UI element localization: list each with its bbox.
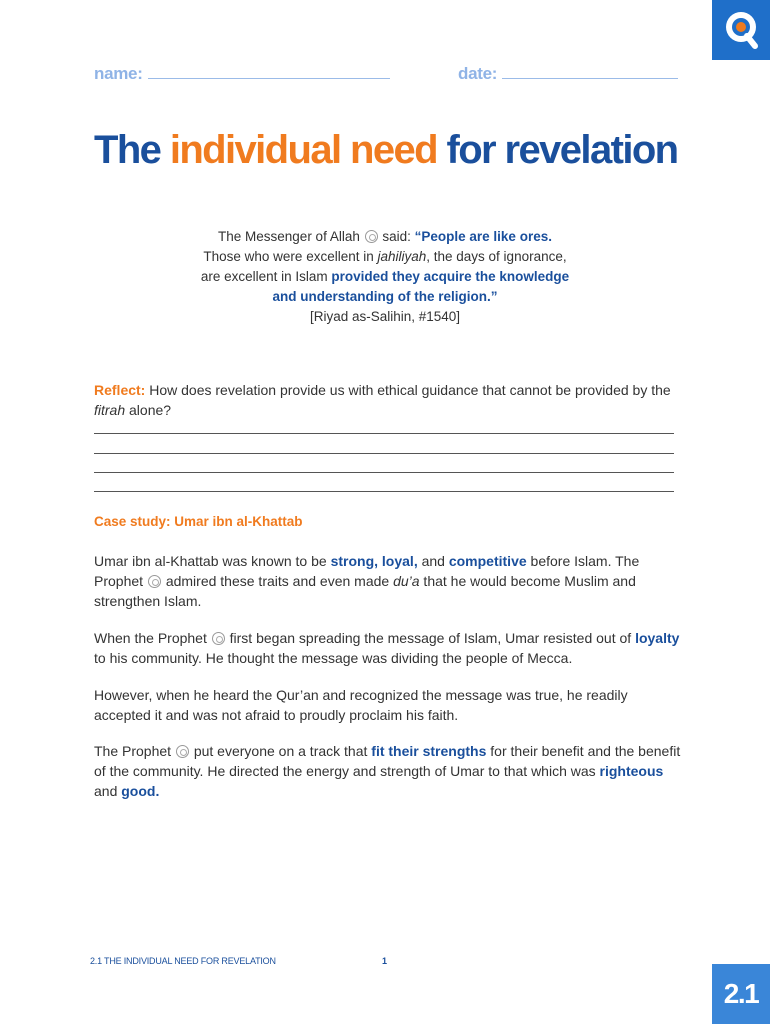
- answer-line[interactable]: [94, 472, 674, 473]
- hadith-citation: [Riyad as-Salihin, #1540]: [309, 309, 461, 324]
- date-blank[interactable]: [502, 64, 678, 79]
- q-magnifier-logo-icon: [721, 8, 761, 52]
- name-label: name:: [94, 64, 143, 83]
- page-number: 1: [382, 956, 388, 966]
- case-study-paragraph-2: When the Prophet first began spreading the message of Islam, Umar resisted out of loyalty to his community. He thought the message was dividing the people of Mecca.: [94, 630, 680, 666]
- date-field[interactable]: [458, 64, 678, 84]
- reflect-label: Reflect:: [94, 382, 146, 398]
- case-study-paragraph-3: However, when he heard the Qur’an and recognized the message was true, he readily accepted it and was not afraid to proudly proclaim his faith.: [94, 687, 628, 723]
- brand-logo: [712, 0, 770, 60]
- section-badge: 2.1: [712, 964, 770, 1024]
- salutation-calligraphy-icon: [212, 632, 225, 645]
- hadith-quote: The Messenger of Allah said: “People are like ores. Those who were excellent in jahiliyah, the days of ignorance, are excellent in Islam provided they acquire the knowledge and understanding of the religion.” [Riyad as-Salihin, #1540]: [140, 227, 630, 327]
- name-blank[interactable]: [148, 64, 390, 79]
- answer-line[interactable]: [94, 453, 674, 454]
- salutation-calligraphy-icon: [365, 230, 378, 243]
- name-field[interactable]: [94, 64, 390, 84]
- answer-line[interactable]: [94, 433, 674, 434]
- case-study-paragraph-4: The Prophet put everyone on a track that fit their strengths for their benefit and the benefit of the community. He directed the energy and strength of Umar to that which was righteous and good.: [94, 743, 681, 799]
- answer-line[interactable]: [94, 491, 674, 492]
- salutation-calligraphy-icon: [148, 575, 161, 588]
- case-study-paragraph-1: Umar ibn al-Khattab was known to be strong, loyal, and competitive before Islam. The Prophet admired these traits and even made du’a that he would become Muslim and strengthen Islam.: [94, 553, 640, 609]
- case-study-heading: Case study: Umar ibn al-Khattab: [94, 514, 303, 529]
- reflect-prompt: Reflect: How does revelation provide us with ethical guidance that cannot be provided by the fitrah alone?: [94, 382, 671, 418]
- date-label: date:: [458, 64, 498, 83]
- footer-section-label: 2.1 THE INDIVIDUAL NEED FOR REVELATION: [90, 956, 276, 966]
- salutation-calligraphy-icon: [176, 745, 189, 758]
- title-highlight: individual need: [169, 128, 437, 172]
- page-title: The individual need for revelation: [94, 128, 678, 172]
